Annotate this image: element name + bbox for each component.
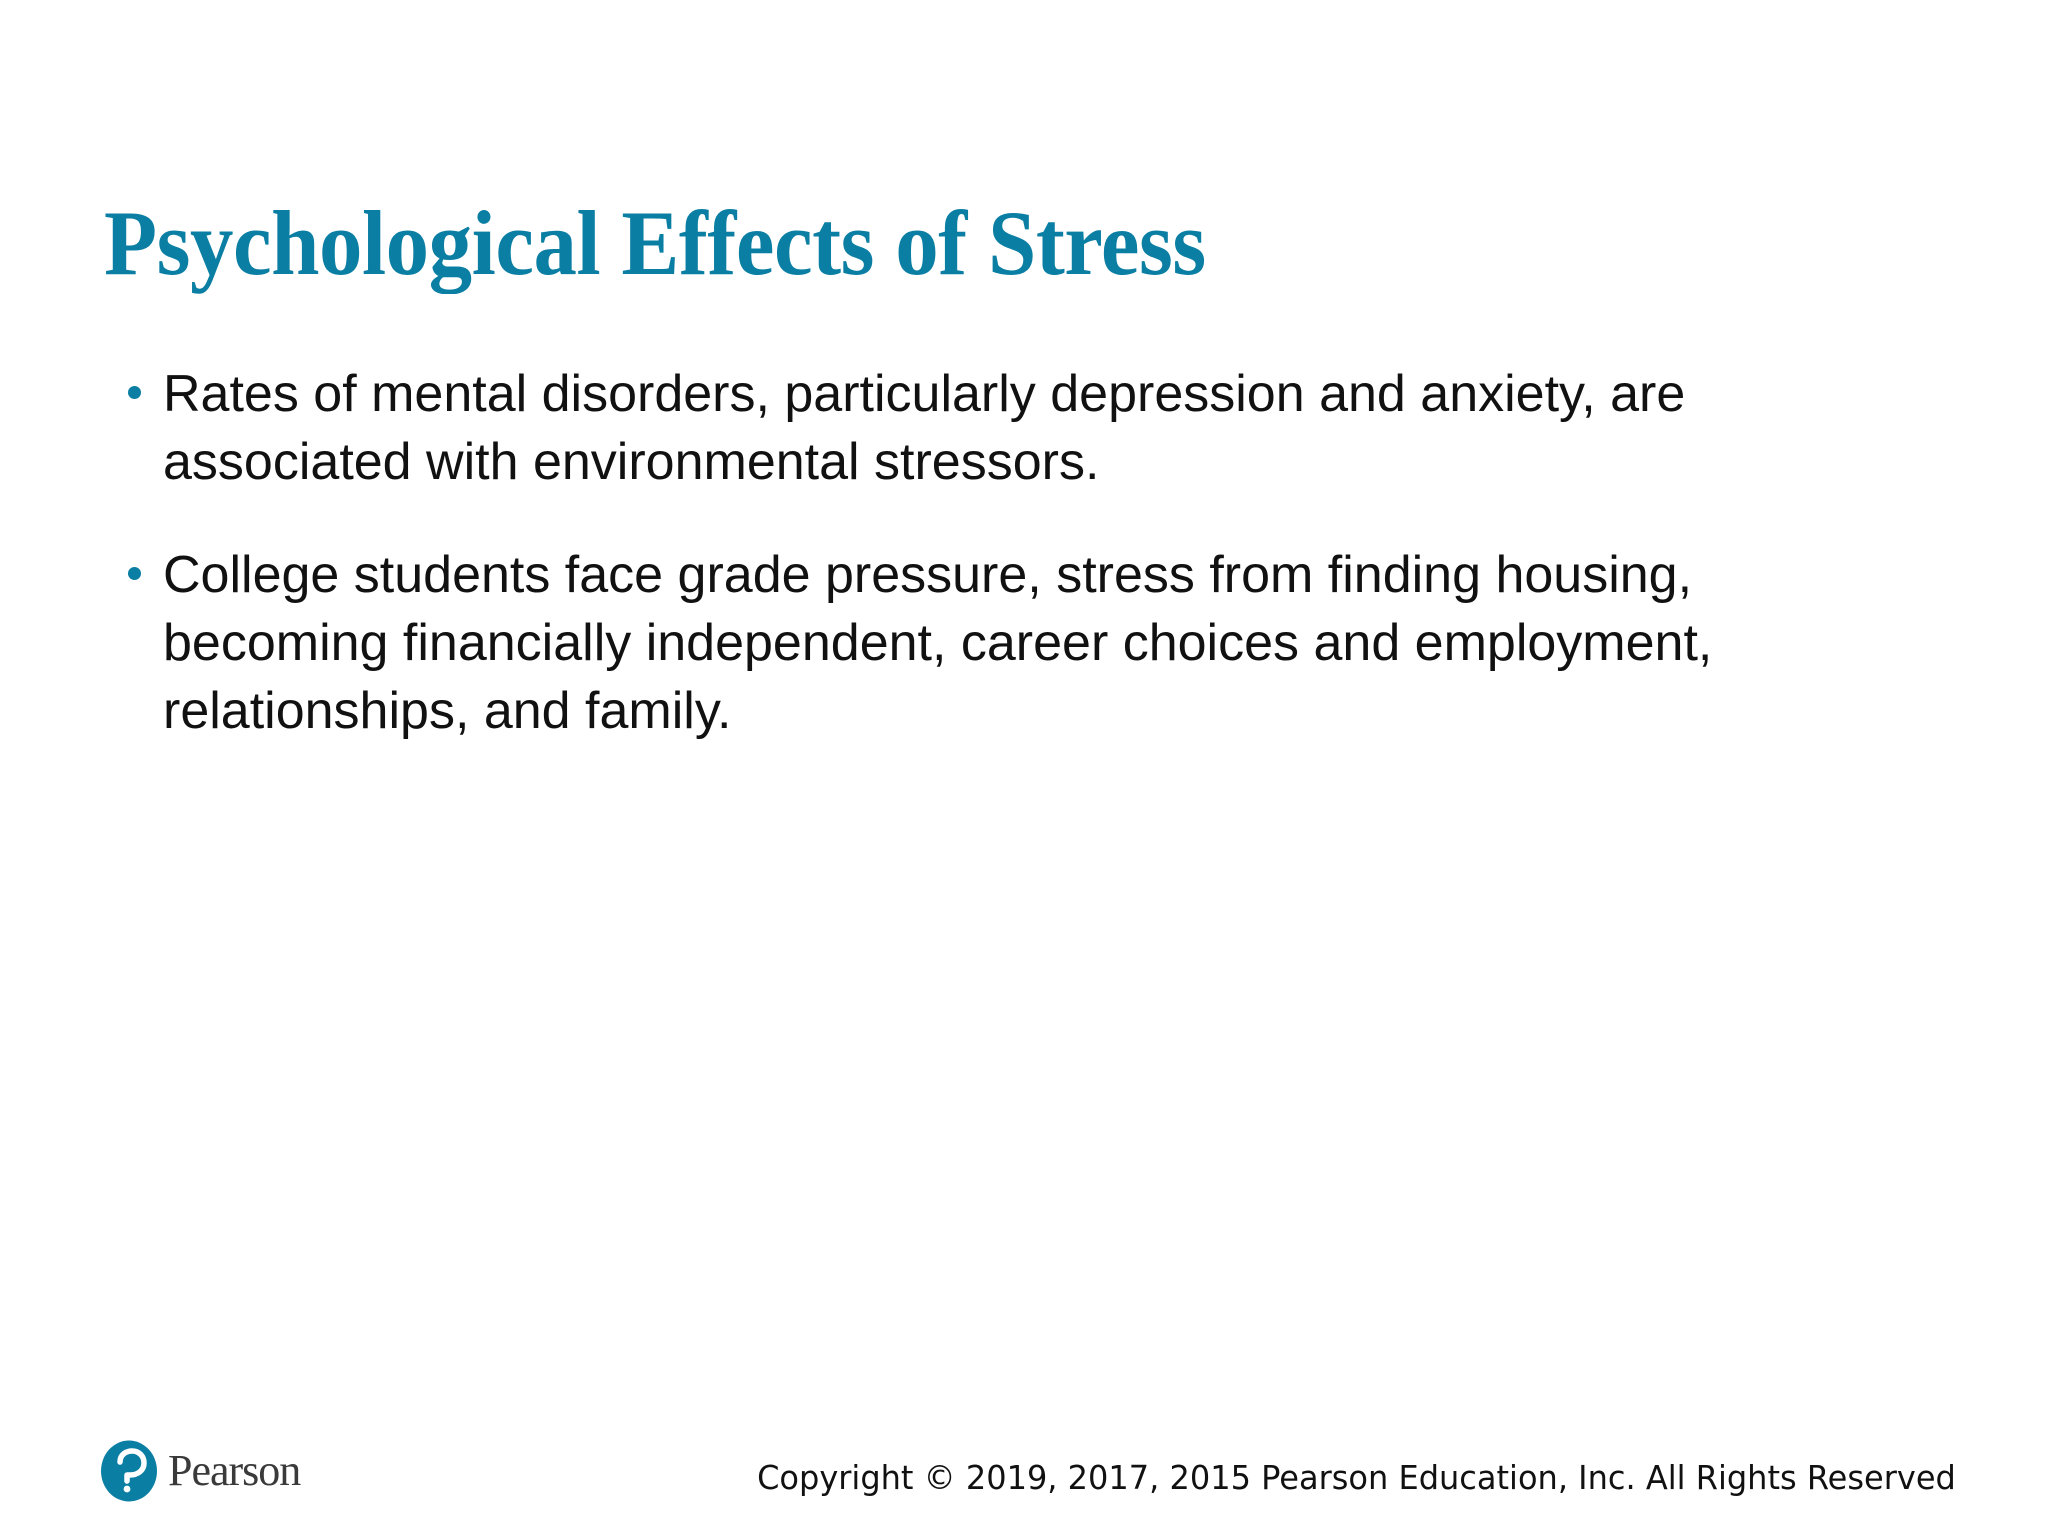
copyright-notice: Copyright © 2019, 2017, 2015 Pearson Education, Inc. All Rights Reserved (757, 1458, 1956, 1497)
bullet-line: becoming financially independent, career choices and employment, (163, 614, 1713, 672)
bullet-line: associated with environmental stressors. (163, 433, 1100, 491)
bullet-item (125, 360, 1945, 496)
bullet-dot-icon (128, 386, 141, 399)
bullet-list (125, 360, 1945, 790)
pearson-logo (100, 1440, 300, 1502)
pearson-wordmark: Pearson (168, 1446, 301, 1495)
bullet-line: relationships, and family. (163, 682, 732, 740)
bullet-line: Rates of mental disorders, particularly depression and anxiety, are (163, 365, 1686, 423)
slide-title: Psychological Effects of Stress (104, 192, 1206, 294)
bullet-dot-icon (128, 567, 141, 580)
bullet-item (125, 541, 1945, 745)
bullet-line: College students face grade pressure, stress from finding housing, (163, 546, 1693, 604)
pearson-p-logo-icon (100, 1440, 158, 1502)
